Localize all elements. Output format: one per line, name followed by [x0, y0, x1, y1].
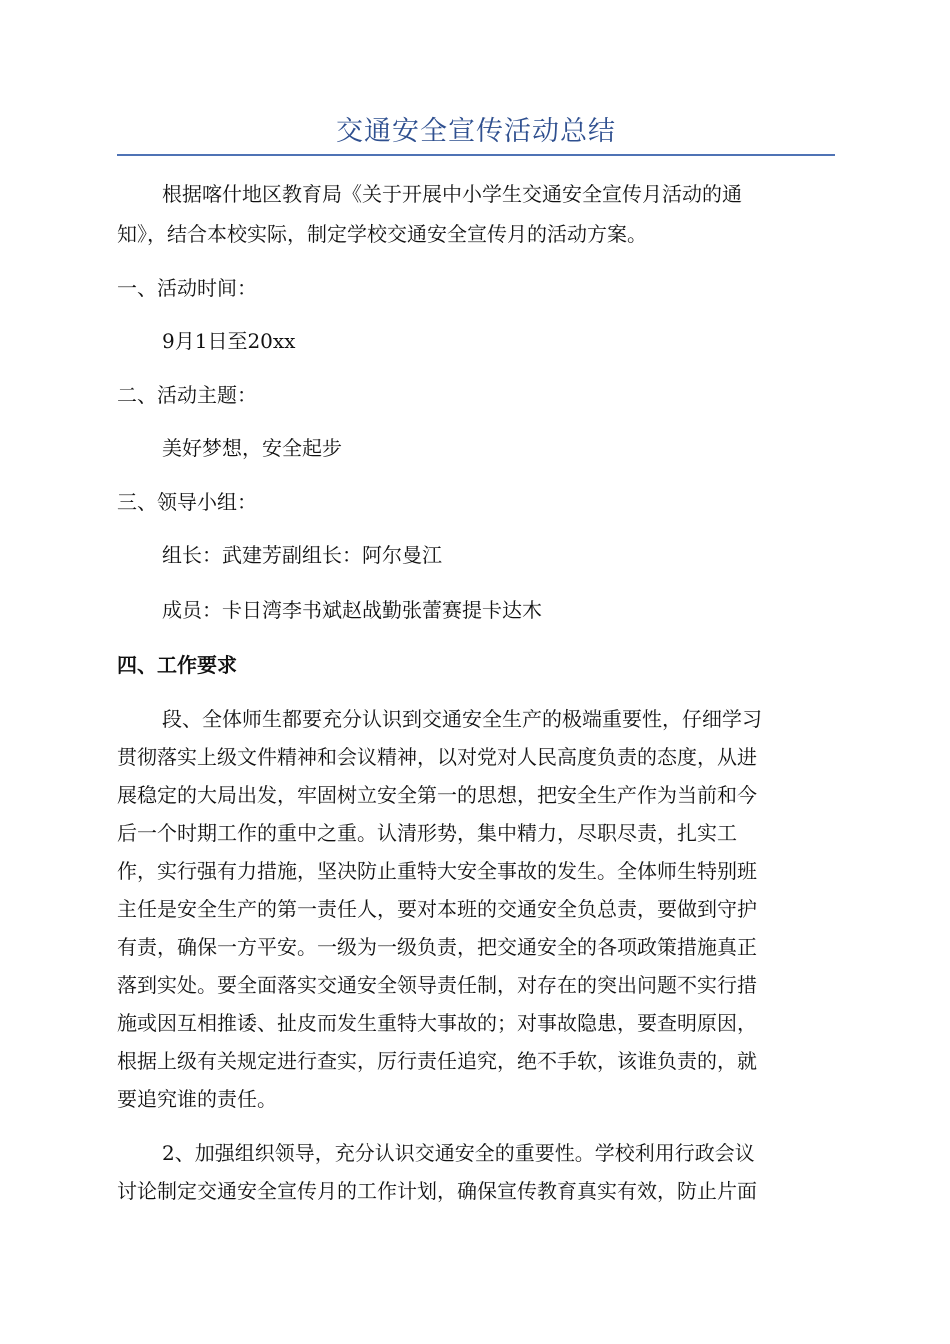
paragraph-line: 贯彻落实上级文件精神和会议精神，以对党对人民高度负责的态度，从进 [117, 745, 757, 769]
section-heading-theme: 二、活动主题： [117, 383, 257, 407]
paragraph-line: 要追究谁的责任。 [117, 1087, 277, 1111]
activity-theme-text: 美好梦想，安全起步 [162, 436, 342, 460]
paragraph-line: 主任是安全生产的第一责任人，要对本班的交通安全负总责，要做到守护 [117, 897, 757, 921]
paragraph-line: 展稳定的大局出发，牢固树立安全第一的思想，把安全生产作为当前和今 [117, 783, 757, 807]
members-text: 成员：卡日湾李书斌赵战勤张蕾赛提卡达木 [162, 598, 542, 622]
title-underline [117, 154, 835, 156]
section-heading-time: 一、活动时间： [117, 276, 257, 300]
activity-time-text: 9月1日至20xx [162, 329, 296, 353]
paragraph-line: 施或因互相推诿、扯皮而发生重特大事故的；对事故隐患，要查明原因， [117, 1011, 757, 1035]
document-title: 交通安全宣传活动总结 [336, 116, 616, 147]
paragraph-line: 作，实行强有力措施，坚决防止重特大安全事故的发生。全体师生特别班 [117, 859, 757, 883]
intro-line: 根据喀什地区教育局《关于开展中小学生交通安全宣传月活动的通 [162, 182, 742, 206]
section-heading-leadership: 三、领导小组： [117, 490, 257, 514]
leaders-text: 组长：武建芳副组长：阿尔曼江 [162, 543, 442, 567]
paragraph-line: 落到实处。要全面落实交通安全领导责任制，对存在的突出问题不实行措 [117, 973, 757, 997]
paragraph-line: 讨论制定交通安全宣传月的工作计划，确保宣传教育真实有效，防止片面 [117, 1179, 757, 1203]
paragraph-line: 有责，确保一方平安。一级为一级负责，把交通安全的各项政策措施真正 [117, 935, 757, 959]
paragraph-line: 段、全体师生都要充分认识到交通安全生产的极端重要性，仔细学习 [162, 707, 762, 731]
paragraph-line: 后一个时期工作的重中之重。认清形势，集中精力，尽职尽责，扎实工 [117, 821, 737, 845]
paragraph-line: 根据上级有关规定进行查实，厉行责任追究，绝不手软，该谁负责的，就 [117, 1049, 757, 1073]
intro-line: 知》，结合本校实际，制定学校交通安全宣传月的活动方案。 [117, 222, 647, 246]
paragraph-line: 2、加强组织领导，充分认识交通安全的重要性。学校利用行政会议 [162, 1141, 755, 1165]
section-heading-requirements: 四、工作要求 [117, 653, 237, 677]
